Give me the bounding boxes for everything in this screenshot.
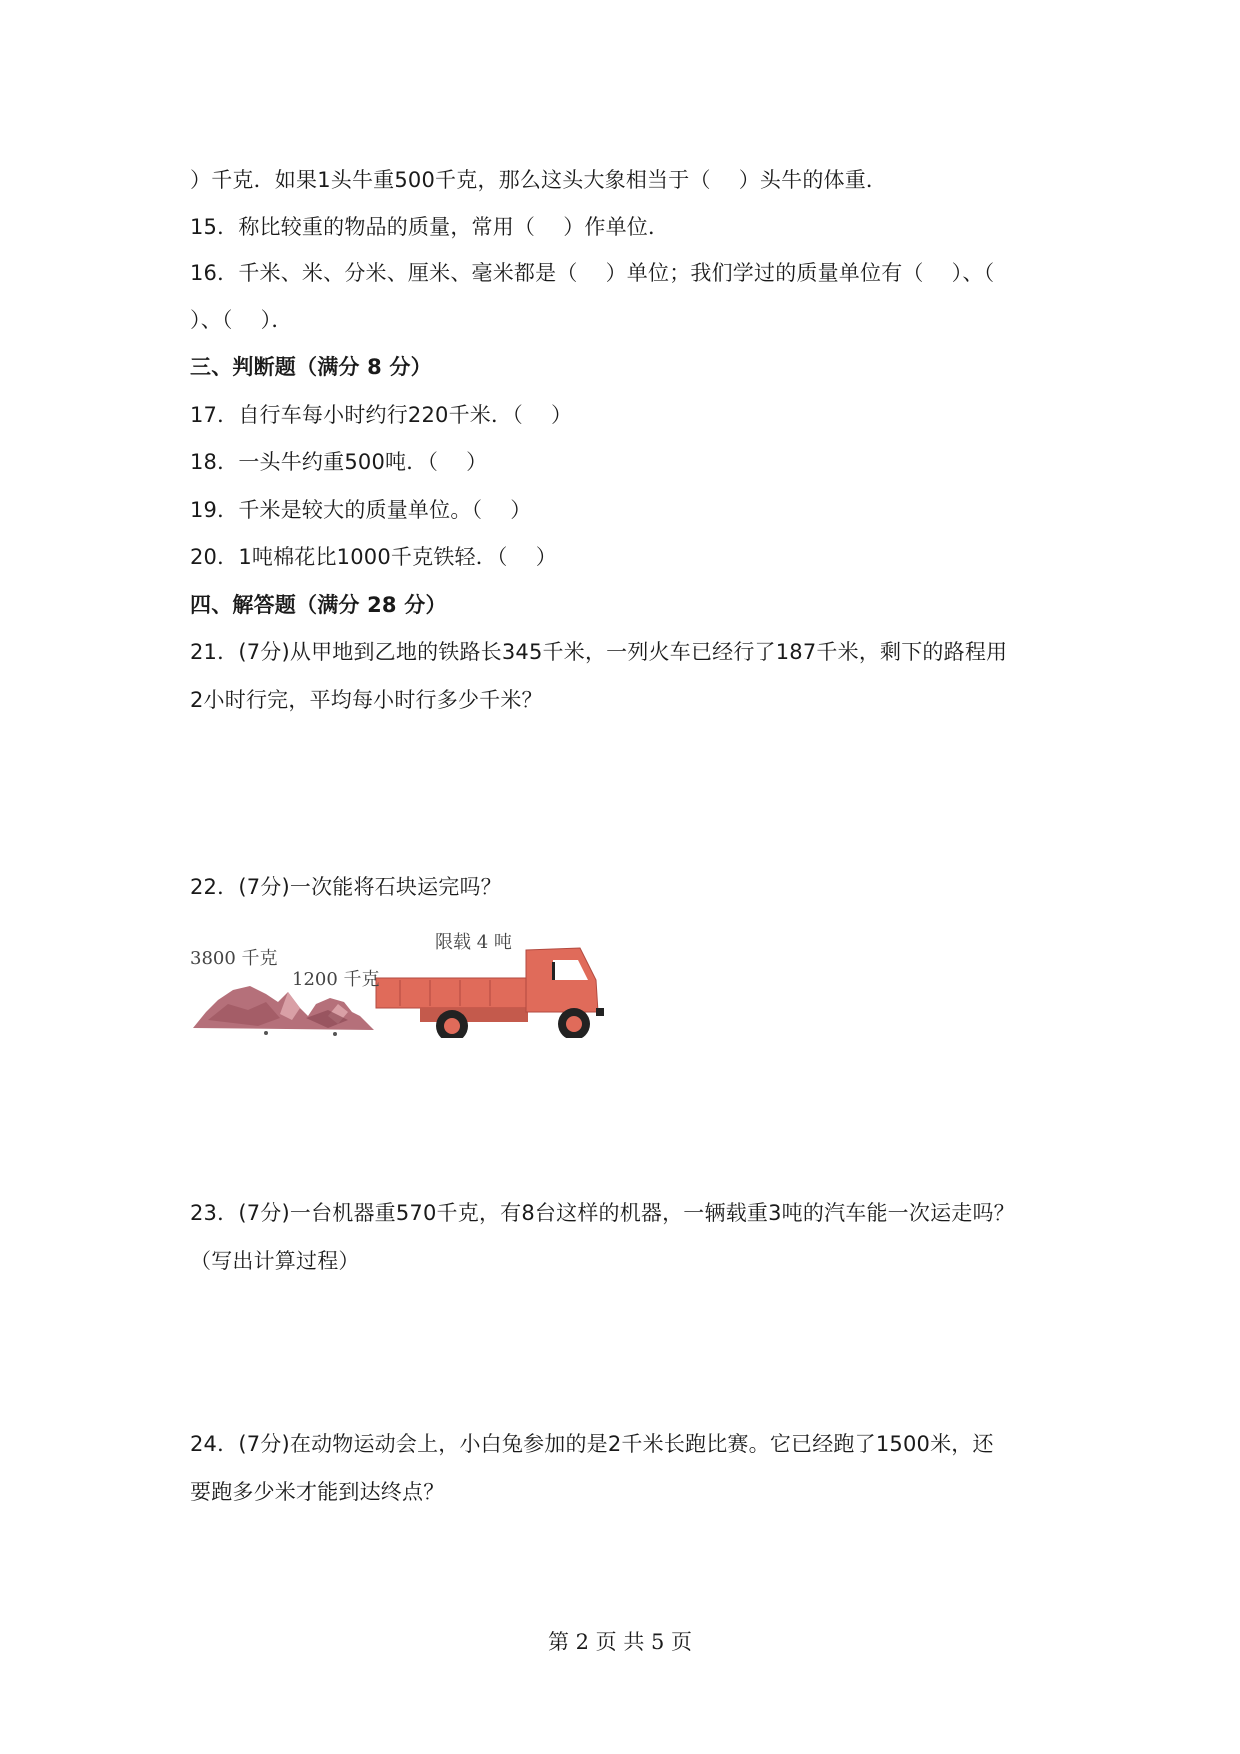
section-heading-true-false: 三、判断题（满分 8 分）: [190, 355, 432, 379]
question-21: 21．(7分)从甲地到乙地的铁路长345千米，一列火车已经行了187千米，剩下的路程用: [190, 640, 1008, 664]
question-21-continuation: 2小时行完，平均每小时行多少千米？: [190, 688, 543, 712]
section-heading-problems: 四、解答题（满分 28 分）: [190, 593, 447, 617]
question-18: 18．一头牛约重500吨．（ ）: [190, 450, 488, 474]
truck-icon: [376, 948, 604, 1038]
question-15: 15．称比较重的物品的质量，常用（ ）作单位．: [190, 215, 670, 239]
rocks-and-truck-illustration: [188, 920, 638, 1038]
question-19: 19．千米是较大的质量单位。（ ）: [190, 498, 532, 522]
question-23-continuation: （写出计算过程）: [190, 1249, 360, 1273]
question-16-continuation: ）、（ ）．: [190, 308, 293, 332]
rock-weight-label-small: 1200 千克: [292, 969, 380, 990]
question-24: 24．(7分)在动物运动会上，小白兔参加的是2千米长跑比赛。它已经跑了1500米，还: [190, 1432, 994, 1456]
truck-load-limit-label: 限载 4 吨: [435, 932, 512, 953]
rocks-and-truck-figure: [188, 920, 638, 1038]
q14-continuation: ）千克．如果1头牛重500千克，那么这头大象相当于（ ）头牛的体重．: [190, 168, 888, 192]
question-17: 17．自行车每小时约行220千米．（ ）: [190, 403, 573, 427]
page-footer: 第 2 页 共 5 页: [547, 1630, 693, 1654]
question-24-continuation: 要跑多少米才能到达终点？: [190, 1480, 445, 1504]
question-20: 20．1吨棉花比1000千克铁轻．（ ）: [190, 545, 557, 569]
rock-weight-label-large: 3800 千克: [190, 948, 278, 969]
question-23: 23．(7分)一台机器重570千克，有8台这样的机器，一辆载重3吨的汽车能一次运走吗？: [190, 1201, 1015, 1225]
question-16: 16．千米、米、分米、厘米、毫米都是（ ）单位；我们学过的质量单位有（ ）、（: [190, 261, 995, 285]
rock-pile-icon: [193, 986, 374, 1036]
question-22: 22．(7分)一次能将石块运完吗？: [190, 875, 502, 899]
